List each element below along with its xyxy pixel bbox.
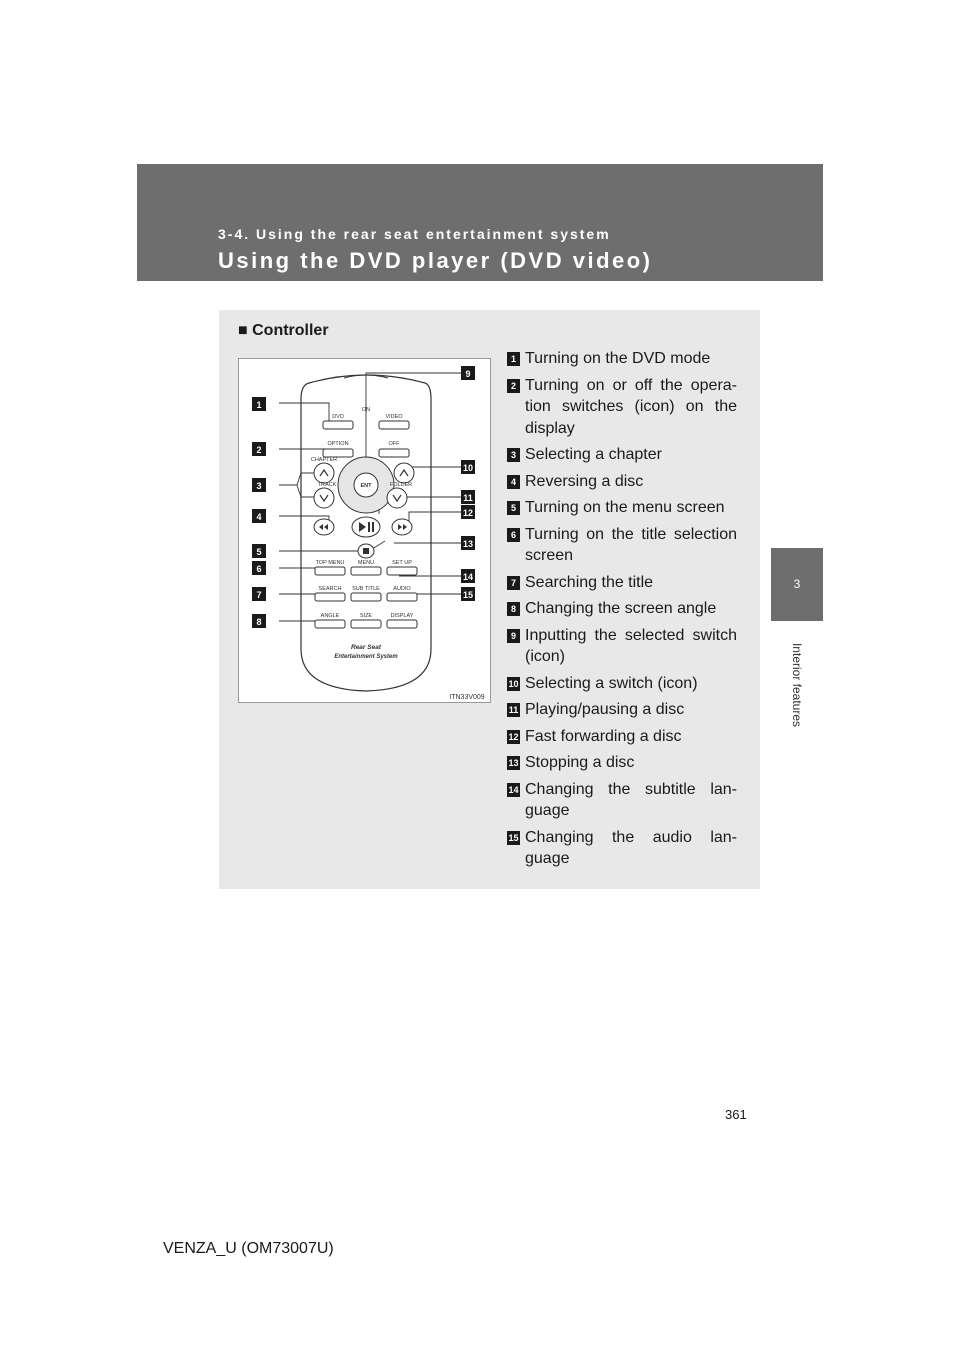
label-top-menu: TOP MENU bbox=[315, 560, 345, 566]
label-chapter: CHAPTER bbox=[310, 457, 338, 463]
item-number: 5 bbox=[507, 501, 520, 515]
label-dvd: DVD bbox=[332, 414, 344, 420]
callout-numbers-left bbox=[256, 400, 261, 627]
item-text: Reversing a disc bbox=[525, 472, 644, 490]
callout-11: 11 bbox=[463, 493, 473, 503]
item-number: 6 bbox=[507, 528, 520, 542]
label-search: SEARCH bbox=[318, 586, 342, 592]
list-item bbox=[507, 827, 737, 870]
item-number: 7 bbox=[507, 576, 520, 590]
callout-2: 2 bbox=[256, 445, 262, 455]
list-item bbox=[507, 673, 737, 695]
list-item bbox=[507, 348, 737, 370]
label-menu: MENU bbox=[357, 560, 375, 566]
item-text: Changing the subtitle lan-guage bbox=[525, 780, 737, 819]
item-number: 2 bbox=[507, 379, 520, 393]
item-text: Stopping a disc bbox=[525, 754, 635, 771]
chapter-tab: 3 bbox=[771, 548, 823, 621]
label-track: TRACK bbox=[317, 482, 337, 488]
item-text: Turning on or off the opera-tion switches (icon) on the display bbox=[525, 376, 737, 437]
chapter-tab-label bbox=[787, 635, 807, 735]
item-text: Changing the screen angle bbox=[525, 600, 717, 617]
item-text: Turning on the title selection screen bbox=[525, 525, 737, 564]
callout-9: 9 bbox=[465, 369, 471, 379]
item-text: Changing the audio lan-guage bbox=[525, 828, 737, 867]
item-number: 9 bbox=[507, 629, 520, 643]
figure-code: ITN33V009 bbox=[449, 694, 485, 701]
label-angle: ANGLE bbox=[320, 613, 340, 619]
section-label: 3-4. Using the rear seat entertainment system bbox=[218, 226, 611, 242]
callout-7: 7 bbox=[256, 590, 262, 600]
callout-numbers-right bbox=[463, 369, 473, 600]
item-text: Selecting a chapter bbox=[525, 446, 662, 463]
callout-5: 5 bbox=[256, 547, 262, 557]
callout-1: 1 bbox=[256, 400, 262, 410]
chapter-header bbox=[137, 164, 823, 281]
label-on: ON bbox=[361, 407, 371, 413]
item-number: 15 bbox=[508, 832, 519, 843]
item-number: 3 bbox=[507, 448, 520, 462]
label-sub-title: SUB TITLE bbox=[352, 586, 380, 592]
item-number: 13 bbox=[508, 758, 519, 768]
list-item bbox=[507, 471, 737, 493]
item-number: 14 bbox=[508, 784, 519, 795]
callout-10: 10 bbox=[462, 463, 474, 473]
callout-12: 12 bbox=[462, 508, 474, 518]
callout-6: 6 bbox=[256, 564, 262, 574]
remote-illustration bbox=[238, 358, 491, 703]
label-folder: FOLDER bbox=[389, 482, 413, 488]
callout-4: 4 bbox=[256, 512, 262, 522]
page-title: Using the DVD player (DVD video) bbox=[218, 248, 653, 273]
item-text: Turning on the menu screen bbox=[525, 499, 725, 516]
callout-8: 8 bbox=[256, 617, 262, 627]
label-off: OFF bbox=[388, 441, 400, 447]
label-option: OPTION bbox=[327, 441, 349, 447]
document-code: VENZA_U (OM73007U) bbox=[163, 1240, 334, 1257]
label-video: VIDEO bbox=[385, 414, 403, 420]
callout-13: 13 bbox=[462, 539, 474, 549]
label-set-up: SET UP bbox=[392, 560, 412, 566]
item-number: 10 bbox=[508, 678, 519, 689]
brand-line-2: Entertainment System bbox=[334, 654, 398, 660]
remote-diagram bbox=[239, 359, 492, 704]
item-text: Inputting the selected switch (icon) bbox=[525, 626, 737, 665]
item-text: Searching the title bbox=[525, 573, 654, 591]
label-display: DISPLAY bbox=[390, 613, 414, 619]
list-item bbox=[507, 497, 737, 519]
item-number: 8 bbox=[507, 602, 520, 616]
list-item bbox=[507, 572, 737, 594]
list-item bbox=[507, 779, 737, 822]
callout-badges-right bbox=[461, 366, 475, 601]
brand-line-1: Rear Seat bbox=[351, 644, 381, 651]
list-item bbox=[507, 726, 737, 748]
item-number: 4 bbox=[507, 475, 520, 489]
callout-15: 15 bbox=[462, 590, 474, 600]
list-item bbox=[507, 625, 737, 668]
label-size: SIZE bbox=[359, 613, 373, 619]
page-number: 361 bbox=[725, 1107, 747, 1122]
item-text: Turning on the DVD mode bbox=[525, 350, 711, 367]
item-number: 12 bbox=[508, 731, 519, 742]
function-list bbox=[507, 348, 737, 875]
item-number: 1 bbox=[507, 352, 520, 366]
list-item bbox=[507, 524, 737, 567]
list-item bbox=[507, 375, 737, 440]
label-audio: AUDIO bbox=[393, 586, 411, 592]
label-ent: ENT bbox=[360, 483, 372, 489]
list-item bbox=[507, 752, 737, 774]
controller-panel bbox=[219, 310, 760, 889]
list-item bbox=[507, 598, 737, 620]
callout-3: 3 bbox=[256, 481, 262, 491]
item-text: Selecting a switch (icon) bbox=[525, 674, 698, 692]
list-item bbox=[507, 444, 737, 466]
item-text: Playing/pausing a disc bbox=[525, 701, 685, 718]
panel-heading: ■ Controller bbox=[238, 322, 329, 339]
item-number: 11 bbox=[508, 705, 519, 715]
list-item bbox=[507, 699, 737, 721]
callout-14: 14 bbox=[462, 572, 474, 582]
item-text: Fast forwarding a disc bbox=[525, 727, 682, 745]
chapter-tab-text: Interior features bbox=[790, 642, 804, 728]
